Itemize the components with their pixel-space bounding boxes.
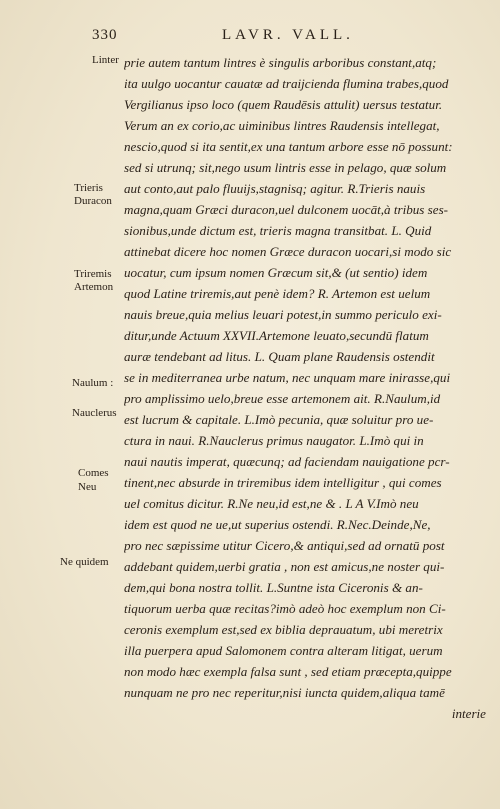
text-line: Verum an ex corio,ac uiminibus lintres Raudensis intellegat, [124, 118, 440, 133]
text-line: Vergilianus ipso loco (quem Raudēsis attulit) uersus testatur. [124, 97, 443, 112]
text-line: nunquam ne pro nec reperitur,nisi iuncta quidem,aliqua tamē [124, 685, 445, 700]
margin-note: Linter [92, 54, 119, 66]
text-line: uel comitus dicitur. R.Ne neu,id est,ne & . L A V.Imò neu [124, 496, 419, 511]
page-number: 330 [92, 27, 118, 43]
margin-note: Triremis [74, 268, 112, 280]
text-line: addebant quidem,uerbi gratia , non est amicus,ne noster qui- [124, 559, 445, 574]
text-line: non modo hæc exempla falsa sunt , sed etiam præcepta,quippe [124, 664, 452, 679]
text-line: ditur,unde Actuum XXVII.Artemone leuato,secundū flatum [124, 328, 429, 343]
text-line: est lucrum & capitale. L.Imò pecunia, quæ soluitur pro ue- [124, 412, 434, 427]
text-line: attinebat dicere hoc nomen Græce duracon uocari,si modo sic [124, 244, 452, 259]
text-line: pro amplissimo uelo,breue esse artemonem ait. R.Naulum,id [124, 391, 441, 406]
text-line: pro nec sæpissime utitur Cicero,& antiqui,sed ad ornatū post [124, 538, 445, 553]
text-line: dem,qui bona nostra tollit. L.Suntne ista Ciceronis & an- [124, 580, 423, 595]
text-line: ceronis exemplum est,sed ex biblia deprauatum, ubi meretrix [124, 622, 443, 637]
text-line: sionibus,unde dictum est, trieris magna transitbat. L. Quid [124, 223, 432, 238]
margin-note: Duracon [74, 195, 112, 207]
text-line: sed si utrunq; sit,nego usum lintris esse in pelago, quæ solum [124, 160, 447, 175]
running-head: LAVR. VALL. [222, 27, 354, 43]
text-line: ita uulgo uocantur cauatæ ad traijcienda flumina trabes,quod [124, 76, 449, 91]
text-line: idem est quod ne ue,ut superius ostendi. R.Nec.Deinde,Ne, [124, 517, 431, 532]
text-line: ctura in naui. R.Nauclerus primus naugator. L.Imò qui in [124, 433, 424, 448]
margin-note: Comes [78, 467, 109, 479]
margin-note: Ne quidem [60, 556, 109, 568]
text-line: magna,quam Græci duracon,uel dulconem uocāt,à tribus ses- [124, 202, 449, 217]
margin-note: Naulum : [72, 377, 114, 389]
catchword: interie [451, 706, 486, 721]
text-line: se in mediterranea urbe natum, nec unquam mare inirasse,qui [124, 370, 451, 385]
text-line: uocatur, cum ipsum nomen Græcum sit,& (ut sentio) idem [124, 265, 428, 280]
text-line: aut conto,aut palo fluuijs,stagnisq; agitur. R.Trieris nauis [124, 181, 426, 196]
text-line: tinent,nec absurde in triremibus idem intelligitur , qui comes [124, 475, 442, 490]
text-line: nauis breue,quia melius leuari potest,in summo periculo exi- [124, 307, 442, 322]
text-line: prie autem tantum lintres è singulis arboribus constant,atq; [124, 55, 437, 70]
margin-note: Neu [78, 481, 97, 493]
text-line: naui nautis imperat, quæcunq; ad faciendam nauigatione pcr- [124, 454, 450, 469]
text-line: nescio,quod si ita sentit,ex una tantum arbore esse nō possunt: [124, 139, 453, 154]
text-line: illa puerpera apud Salomonem contra alteram litigat, uerum [124, 643, 443, 658]
margin-note: Artemon [74, 281, 114, 293]
margin-note: Nauclerus [72, 407, 117, 419]
text-line: auræ tendebant ad litus. L. Quam plane Raudensis ostendit [124, 349, 435, 364]
margin-note: Trieris [74, 182, 103, 194]
text-line: tiquorum uerba quæ recitas?imò adeò hoc exemplum non Ci- [124, 601, 446, 616]
text-line: quod Latine triremis,aut penè idem? R. Artemon est uelum [124, 286, 431, 301]
